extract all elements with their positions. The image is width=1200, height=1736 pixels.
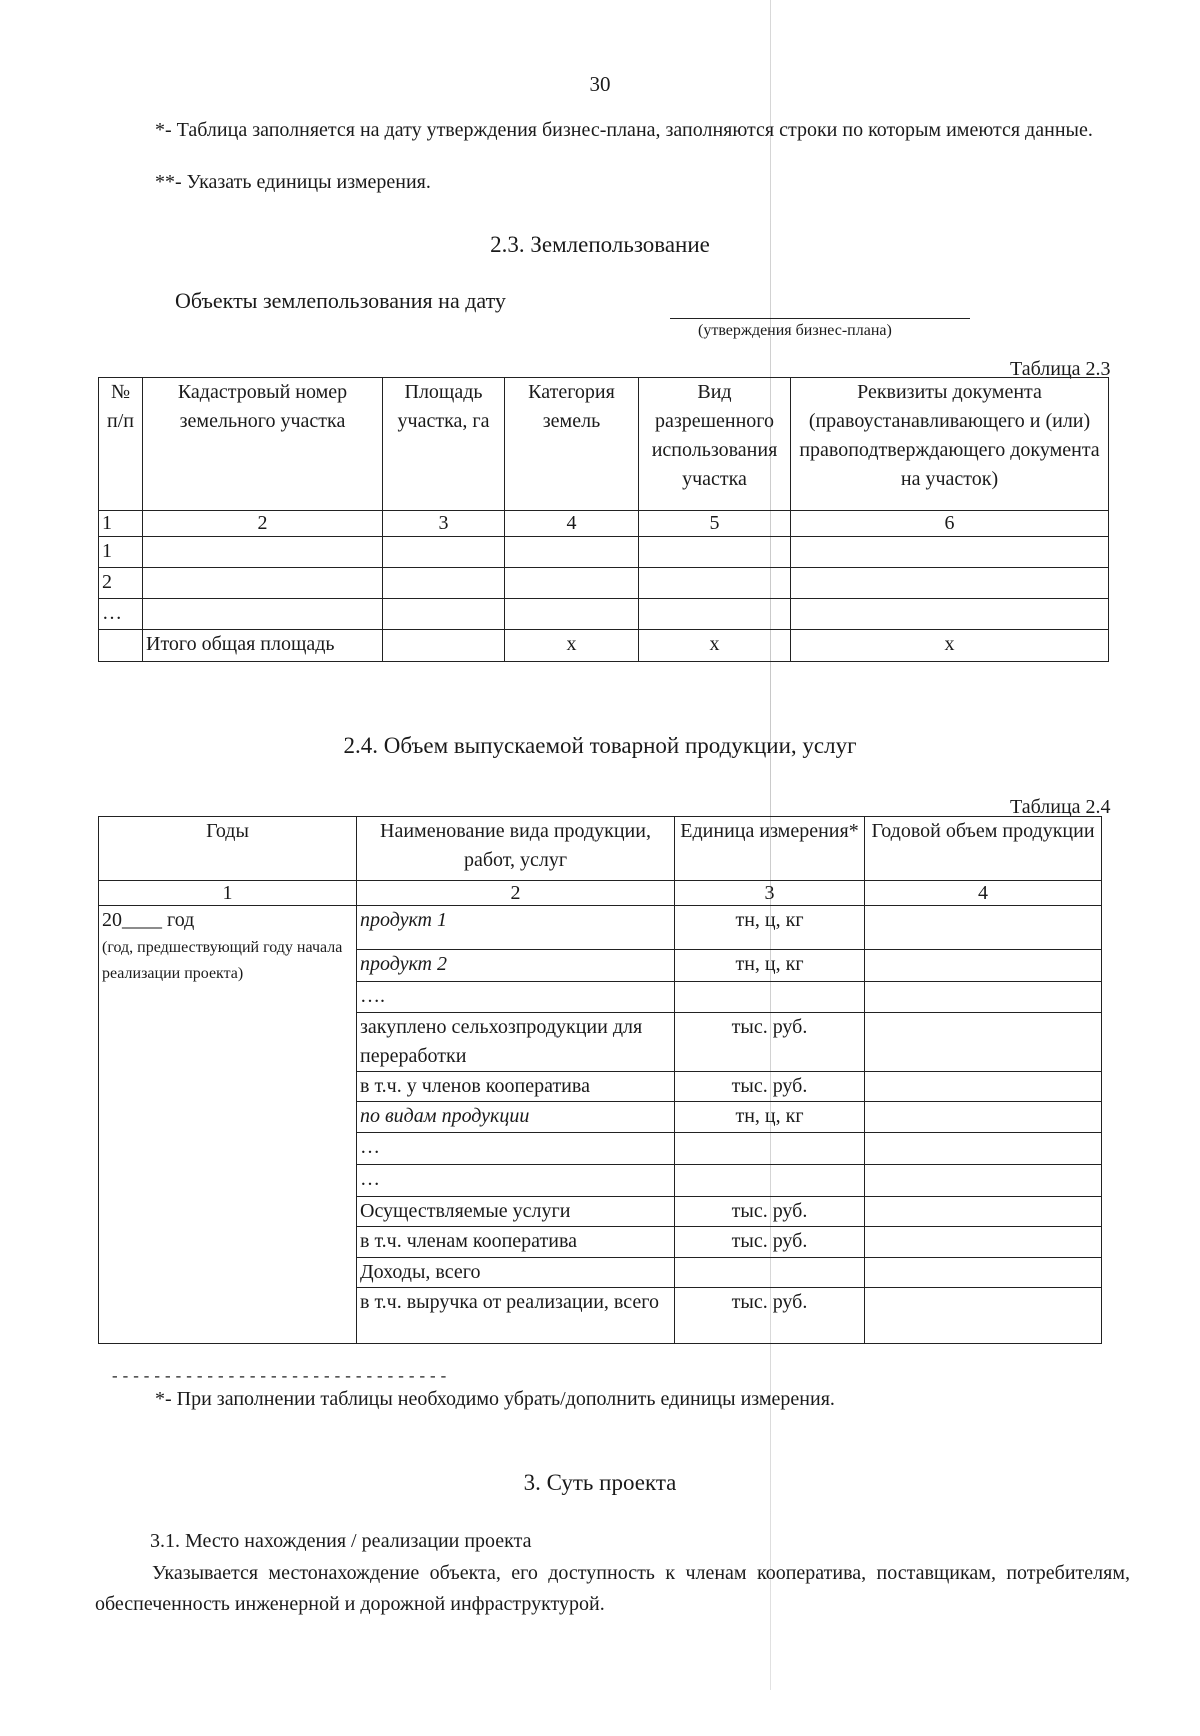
total-cell: х bbox=[639, 630, 791, 662]
column-header: Площадь участка, га bbox=[383, 378, 505, 511]
production-volume-table bbox=[98, 816, 1102, 1344]
land-use-table bbox=[98, 377, 1109, 662]
annual-volume-cell bbox=[865, 1013, 1102, 1072]
date-caption: (утверждения бизнес-плана) bbox=[698, 322, 892, 339]
column-header: Реквизиты документа (правоустанавливающего и (или) правоподтверждающего документа на участок) bbox=[791, 378, 1109, 511]
table-cell bbox=[791, 599, 1109, 630]
table-row bbox=[99, 599, 1109, 630]
annual-volume-cell bbox=[865, 1102, 1102, 1133]
total-cell bbox=[99, 630, 143, 662]
unit-of-measure: тн, ц, кг bbox=[675, 906, 865, 950]
product-name: в т.ч. у членов кооператива bbox=[357, 1072, 675, 1102]
annual-volume-cell bbox=[865, 1258, 1102, 1288]
annual-volume-cell bbox=[865, 1133, 1102, 1165]
unit-of-measure: тн, ц, кг bbox=[675, 950, 865, 982]
unit-of-measure: тыс. руб. bbox=[675, 1013, 865, 1072]
annual-volume-cell bbox=[865, 982, 1102, 1013]
table-cell bbox=[791, 568, 1109, 599]
total-row bbox=[99, 630, 1109, 662]
column-header: Годовой объем продукции bbox=[865, 817, 1102, 881]
annual-volume-cell bbox=[865, 1165, 1102, 1197]
column-number: 1 bbox=[99, 511, 143, 537]
year-label: 20____ год bbox=[102, 909, 195, 931]
product-name: продукт 2 bbox=[357, 950, 675, 982]
total-cell bbox=[383, 630, 505, 662]
unit-of-measure bbox=[675, 1258, 865, 1288]
column-number: 6 bbox=[791, 511, 1109, 537]
table-2-4-label: Таблица 2.4 bbox=[1010, 796, 1111, 818]
column-number-row bbox=[99, 881, 1102, 906]
product-name: … bbox=[357, 1165, 675, 1197]
section-3-title: 3. Суть проекта bbox=[523, 1470, 677, 1495]
column-number-row bbox=[99, 511, 1109, 537]
product-name: …. bbox=[357, 982, 675, 1013]
product-name: Доходы, всего bbox=[357, 1258, 675, 1288]
column-header: Единица измерения* bbox=[675, 817, 865, 881]
project-location-paragraph: Указывается местонахождение объекта, его доступность к членам кооператива, поставщикам, потребителям, обеспеченность инженерной и дорожной инфраструктурой. bbox=[95, 1562, 1130, 1615]
table-cell bbox=[639, 599, 791, 630]
table-header-row bbox=[99, 817, 1102, 881]
table-cell bbox=[383, 568, 505, 599]
table-cell bbox=[383, 599, 505, 630]
table-cell bbox=[639, 568, 791, 599]
date-underline bbox=[670, 318, 970, 319]
total-cell: х bbox=[791, 630, 1109, 662]
total-area-label: Итого общая площадь bbox=[143, 630, 383, 662]
section-2-4-title: 2.4. Объем выпускаемой товарной продукции, услуг bbox=[343, 733, 857, 758]
table-row bbox=[99, 537, 1109, 568]
column-number: 5 bbox=[639, 511, 791, 537]
year-cell bbox=[99, 906, 357, 1344]
unit-of-measure bbox=[675, 1165, 865, 1197]
table-cell bbox=[639, 537, 791, 568]
unit-of-measure: тыс. руб. bbox=[675, 1072, 865, 1102]
annual-volume-cell bbox=[865, 1197, 1102, 1227]
annual-volume-cell bbox=[865, 906, 1102, 950]
table-cell bbox=[791, 537, 1109, 568]
product-name: по видам продукции bbox=[357, 1102, 675, 1133]
column-header: Кадастровый номер земельного участка bbox=[143, 378, 383, 511]
column-header: Категория земель bbox=[505, 378, 639, 511]
note-table-fill: *- Таблица заполняется на дату утверждения бизнес-плана, заполняются строки по которым имеются данные. bbox=[155, 119, 1093, 141]
row-number: 1 bbox=[99, 537, 143, 568]
note-units: **- Указать единицы измерения. bbox=[155, 171, 431, 193]
row-number: 2 bbox=[99, 568, 143, 599]
product-name: Осуществляемые услуги bbox=[357, 1197, 675, 1227]
product-name: продукт 1 bbox=[357, 906, 675, 950]
annual-volume-cell bbox=[865, 1288, 1102, 1344]
annual-volume-cell bbox=[865, 1072, 1102, 1102]
page-number: 30 bbox=[589, 72, 611, 96]
table-header-row bbox=[99, 378, 1109, 511]
table-cell bbox=[505, 537, 639, 568]
footnote-separator: -------------------------------- bbox=[110, 1368, 450, 1386]
column-number: 4 bbox=[505, 511, 639, 537]
table-2-3-label: Таблица 2.3 bbox=[1010, 358, 1111, 380]
unit-of-measure bbox=[675, 982, 865, 1013]
column-header: Наименование вида продукции, работ, услуг bbox=[357, 817, 675, 881]
column-header: Годы bbox=[99, 817, 357, 881]
column-number: 3 bbox=[383, 511, 505, 537]
product-name: в т.ч. членам кооператива bbox=[357, 1227, 675, 1258]
units-footnote: *- При заполнении таблицы необходимо убрать/дополнить единицы измерения. bbox=[155, 1388, 835, 1410]
column-number: 4 bbox=[865, 881, 1102, 906]
year-note: (год, предшествующий году начала реализации проекта) bbox=[102, 939, 343, 982]
unit-of-measure bbox=[675, 1133, 865, 1165]
table-cell bbox=[383, 537, 505, 568]
unit-of-measure: тыс. руб. bbox=[675, 1227, 865, 1258]
table-cell bbox=[143, 599, 383, 630]
column-number: 1 bbox=[99, 881, 357, 906]
annual-volume-cell bbox=[865, 950, 1102, 982]
column-number: 2 bbox=[143, 511, 383, 537]
section-2-3-title: 2.3. Землепользование bbox=[490, 232, 710, 257]
table-row bbox=[99, 568, 1109, 599]
table-cell bbox=[505, 568, 639, 599]
product-name: закуплено сельхозпродукции для переработки bbox=[357, 1013, 675, 1072]
objects-date-label: Объекты землепользования на дату bbox=[175, 288, 506, 313]
column-header: № п/п bbox=[99, 378, 143, 511]
product-name: … bbox=[357, 1133, 675, 1165]
total-cell: х bbox=[505, 630, 639, 662]
unit-of-measure: тыс. руб. bbox=[675, 1288, 865, 1344]
table-cell bbox=[505, 599, 639, 630]
table-row bbox=[99, 906, 1102, 950]
unit-of-measure: тн, ц, кг bbox=[675, 1102, 865, 1133]
table-cell bbox=[143, 537, 383, 568]
table-cell bbox=[143, 568, 383, 599]
product-name: в т.ч. выручка от реализации, всего bbox=[357, 1288, 675, 1344]
section-3-1-subtitle: 3.1. Место нахождения / реализации проекта bbox=[150, 1530, 532, 1552]
annual-volume-cell bbox=[865, 1227, 1102, 1258]
unit-of-measure: тыс. руб. bbox=[675, 1197, 865, 1227]
column-number: 2 bbox=[357, 881, 675, 906]
column-header: Вид разрешенного использования участка bbox=[639, 378, 791, 511]
column-number: 3 bbox=[675, 881, 865, 906]
row-number: … bbox=[99, 599, 143, 630]
